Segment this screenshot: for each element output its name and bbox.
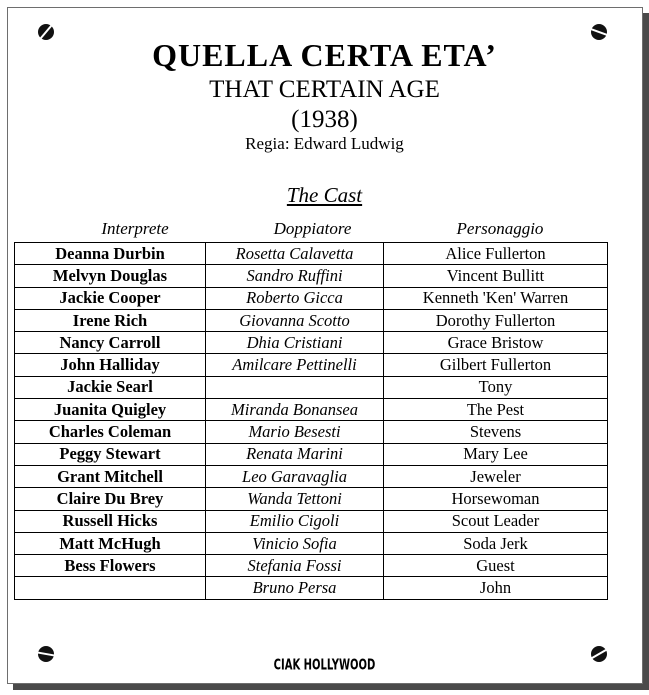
table-row (15, 265, 608, 287)
table-row (15, 354, 608, 376)
table-row (15, 309, 608, 331)
actor-cell: Claire Du Brey (15, 488, 206, 510)
actor-cell: Peggy Stewart (15, 443, 206, 465)
column-header-actor: Interprete (101, 219, 169, 238)
actor-cell: Irene Rich (15, 309, 206, 331)
role-cell: Kenneth 'Ken' Warren (384, 287, 608, 309)
table-row (15, 488, 608, 510)
role-cell: Gilbert Fullerton (384, 354, 608, 376)
table-row (15, 532, 608, 554)
italian-title: QUELLA CERTA ETA’ (152, 37, 497, 73)
role-cell: The Pest (384, 399, 608, 421)
role-cell: Stevens (384, 421, 608, 443)
dubber-cell: Roberto Gicca (206, 287, 384, 309)
english-title: THAT CERTAIN AGE (209, 76, 440, 103)
table-row (15, 577, 608, 599)
ciak-hollywood-logo: CIAK HOLLYWOOD (273, 657, 376, 674)
role-cell: Scout Leader (384, 510, 608, 532)
actor-cell (15, 577, 206, 599)
role-cell: Mary Lee (384, 443, 608, 465)
role-cell: Horsewoman (384, 488, 608, 510)
role-cell: Guest (384, 555, 608, 577)
role-cell: Soda Jerk (384, 532, 608, 554)
role-cell: Alice Fullerton (384, 243, 608, 265)
dubber-cell: Mario Besesti (206, 421, 384, 443)
actor-cell: Bess Flowers (15, 555, 206, 577)
role-cell: Jeweler (384, 465, 608, 487)
table-row (15, 243, 608, 265)
dubber-cell: Miranda Bonansea (206, 399, 384, 421)
role-cell: Tony (384, 376, 608, 398)
role-cell: Dorothy Fullerton (384, 309, 608, 331)
table-row (15, 287, 608, 309)
actor-cell: Deanna Durbin (15, 243, 206, 265)
dubber-cell: Wanda Tettoni (206, 488, 384, 510)
dubber-cell: Renata Marini (206, 443, 384, 465)
dubber-cell (206, 376, 384, 398)
actor-cell: Grant Mitchell (15, 465, 206, 487)
dubber-cell: Dhia Cristiani (206, 332, 384, 354)
director-credit: Regia: Edward Ludwig (245, 134, 404, 153)
actor-cell: Jackie Searl (15, 376, 206, 398)
table-row (15, 510, 608, 532)
role-cell: Vincent Bullitt (384, 265, 608, 287)
dubber-cell: Rosetta Calavetta (206, 243, 384, 265)
dubber-cell: Bruno Persa (206, 577, 384, 599)
column-header-role: Personaggio (456, 219, 544, 238)
actor-cell: Matt McHugh (15, 532, 206, 554)
actor-cell: Jackie Cooper (15, 287, 206, 309)
table-row (15, 376, 608, 398)
table-row (15, 421, 608, 443)
table-row (15, 399, 608, 421)
dubber-cell: Emilio Cigoli (206, 510, 384, 532)
cast-table (14, 242, 608, 600)
actor-cell: Nancy Carroll (15, 332, 206, 354)
dubber-cell: Amilcare Pettinelli (206, 354, 384, 376)
cast-heading: The Cast (286, 183, 363, 207)
column-header-dubber: Doppiatore (273, 219, 352, 238)
actor-cell: Russell Hicks (15, 510, 206, 532)
role-cell: Grace Bristow (384, 332, 608, 354)
table-row (15, 465, 608, 487)
dubber-cell: Vinicio Sofia (206, 532, 384, 554)
dubber-cell: Leo Garavaglia (206, 465, 384, 487)
dubber-cell: Giovanna Scotto (206, 309, 384, 331)
dubber-cell: Sandro Ruffini (206, 265, 384, 287)
table-row (15, 555, 608, 577)
actor-cell: John Halliday (15, 354, 206, 376)
actor-cell: Melvyn Douglas (15, 265, 206, 287)
dubber-cell: Stefania Fossi (206, 555, 384, 577)
actor-cell: Charles Coleman (15, 421, 206, 443)
actor-cell: Juanita Quigley (15, 399, 206, 421)
role-cell: John (384, 577, 608, 599)
table-row (15, 332, 608, 354)
table-row (15, 443, 608, 465)
release-year: (1938) (291, 106, 358, 133)
